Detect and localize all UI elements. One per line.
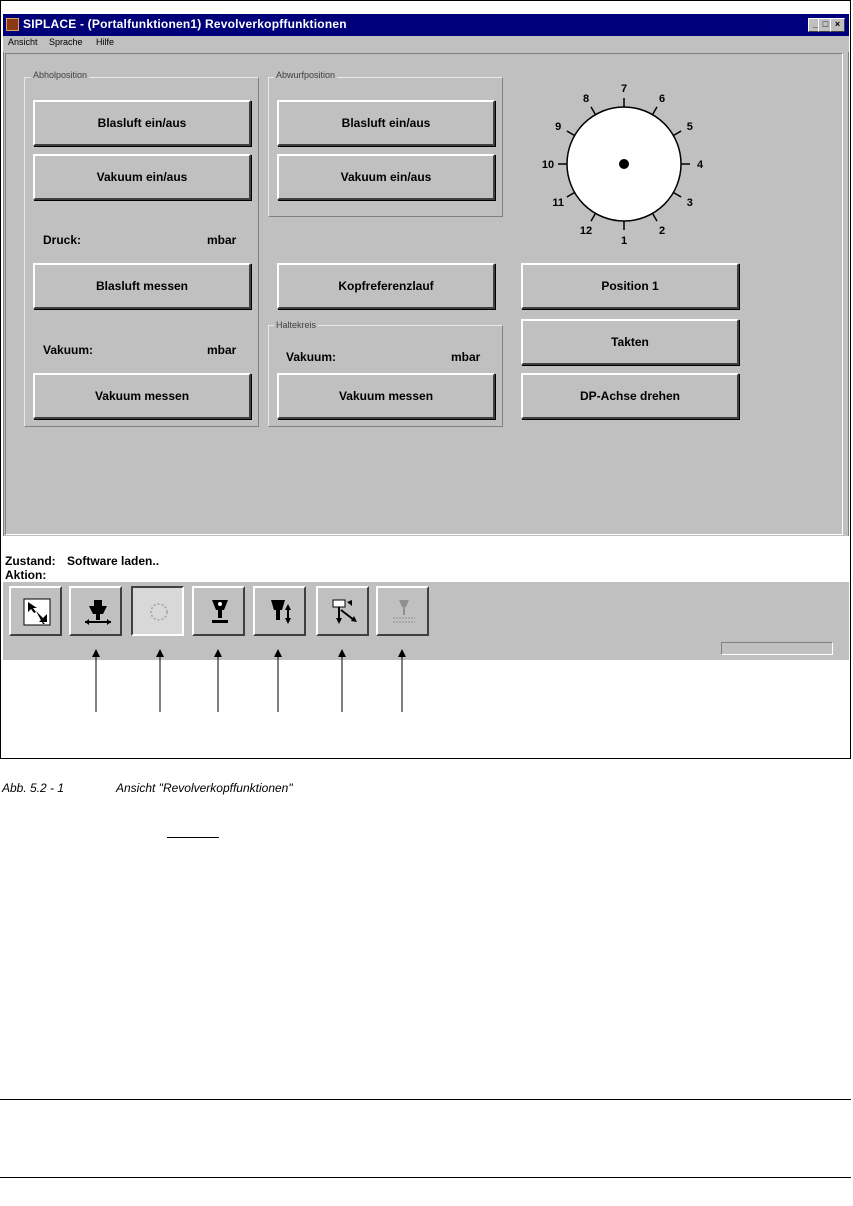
dial-tick xyxy=(591,107,596,115)
close-button[interactable]: × xyxy=(830,18,845,32)
state-label: Zustand: xyxy=(5,554,56,568)
dial-position-label: 8 xyxy=(582,93,590,106)
toolbar-revolver-button[interactable] xyxy=(131,586,184,636)
dial-position-label: 4 xyxy=(696,159,704,171)
title-bar xyxy=(3,14,849,36)
callout-arrow-4 xyxy=(273,649,283,712)
group-pickup-label: Abholposition xyxy=(33,70,88,80)
dial-position-label: 9 xyxy=(555,121,562,133)
maximize-button[interactable]: □ xyxy=(818,18,833,32)
cycle-button[interactable]: Takten xyxy=(521,319,739,365)
drop-vacuum-button[interactable]: Vakuum ein/aus xyxy=(277,154,495,200)
position1-button[interactable]: Position 1 xyxy=(521,263,739,309)
dial-position-label: 3 xyxy=(686,197,693,209)
dial-tick xyxy=(567,131,575,136)
vacuum-nozzle-icon xyxy=(267,598,295,626)
menu-sprache[interactable]: Sprache xyxy=(49,37,83,47)
toolbar-disabled-button[interactable] xyxy=(376,586,429,636)
group-holding-label: Haltekreis xyxy=(276,320,317,330)
progress-field xyxy=(721,642,833,655)
callout-arrow-1 xyxy=(91,649,101,712)
dial-position-label: 7 xyxy=(620,83,628,95)
dial-position-label: 12 xyxy=(579,224,593,237)
window-title: SIPLACE - (Portalfunktionen1) Revolverkopffunktionen xyxy=(23,17,347,31)
toolbar-vacuum-button[interactable] xyxy=(253,586,306,636)
pickup-vacuum-button[interactable]: Vakuum ein/aus xyxy=(33,154,251,200)
minimize-button[interactable]: _ xyxy=(808,18,823,32)
action-label: Aktion: xyxy=(5,568,47,582)
callout-arrow-2 xyxy=(155,649,165,712)
axis-move-icon xyxy=(330,598,360,628)
page-rule-top xyxy=(0,1099,851,1100)
group-drop-label: Abwurfposition xyxy=(276,70,336,80)
holding-vacuum-label: Vakuum: xyxy=(286,350,337,364)
holding-measure-vacuum-button[interactable]: Vakuum messen xyxy=(277,373,495,419)
nozzle-icon xyxy=(206,598,234,626)
measure-vacuum-button[interactable]: Vakuum messen xyxy=(33,373,251,419)
page-rule-bottom xyxy=(0,1177,851,1178)
callout-arrow-5 xyxy=(337,649,347,712)
menu-bar xyxy=(3,36,849,52)
app-icon xyxy=(6,18,19,31)
pressure-label: Druck: xyxy=(43,233,82,247)
dial-tick xyxy=(673,193,681,198)
pickup-blowair-button[interactable]: Blasluft ein/aus xyxy=(33,100,251,146)
measure-blowair-button[interactable]: Blasluft messen xyxy=(33,263,251,309)
dial-position-label: 11 xyxy=(552,197,565,209)
menu-ansicht[interactable]: Ansicht xyxy=(8,37,38,47)
dp-axis-button[interactable]: DP-Achse drehen xyxy=(521,373,739,419)
dial-position-label: 10 xyxy=(541,159,555,171)
dial-position-label: 5 xyxy=(686,121,693,133)
state-value: Software laden.. xyxy=(67,554,160,568)
pickup-head-icon xyxy=(83,598,113,628)
toolbar-pickup-button[interactable] xyxy=(69,586,122,636)
short-rule xyxy=(167,837,219,838)
dial-position-label: 6 xyxy=(658,93,666,106)
dial-tick xyxy=(567,193,575,198)
callout-arrow-3 xyxy=(213,649,223,712)
dial-tick xyxy=(653,213,658,221)
callout-arrow-6 xyxy=(397,649,407,712)
select-arrow-icon xyxy=(23,598,51,626)
status-area xyxy=(3,536,849,582)
toolbar-select-button[interactable] xyxy=(9,586,62,636)
revolver-head-icon xyxy=(145,598,173,626)
dial-center-dot xyxy=(619,159,629,169)
vacuum-unit: mbar xyxy=(207,343,237,357)
menu-hilfe[interactable]: Hilfe xyxy=(96,37,115,47)
holding-vacuum-unit: mbar xyxy=(451,350,481,364)
vacuum-label: Vakuum: xyxy=(43,343,94,357)
figure-number: Abb. 5.2 - 1 xyxy=(2,781,65,795)
revolver-dial xyxy=(520,78,740,253)
head-reference-button[interactable]: Kopfreferenzlauf xyxy=(277,263,495,309)
dial-tick xyxy=(591,213,596,221)
pressure-unit: mbar xyxy=(207,233,237,247)
toolbar-axis-button[interactable] xyxy=(316,586,369,636)
dial-tick xyxy=(653,107,658,115)
dial-tick xyxy=(673,131,681,136)
dial-position-label: 2 xyxy=(658,224,666,237)
figure-caption: Ansicht "Revolverkopffunktionen" xyxy=(116,781,293,795)
dial-position-label: 1 xyxy=(620,235,628,247)
drop-blowair-button[interactable]: Blasluft ein/aus xyxy=(277,100,495,146)
toolbar-nozzle-button[interactable] xyxy=(192,586,245,636)
toolbar xyxy=(3,582,849,660)
disabled-nozzle-icon xyxy=(390,598,418,626)
